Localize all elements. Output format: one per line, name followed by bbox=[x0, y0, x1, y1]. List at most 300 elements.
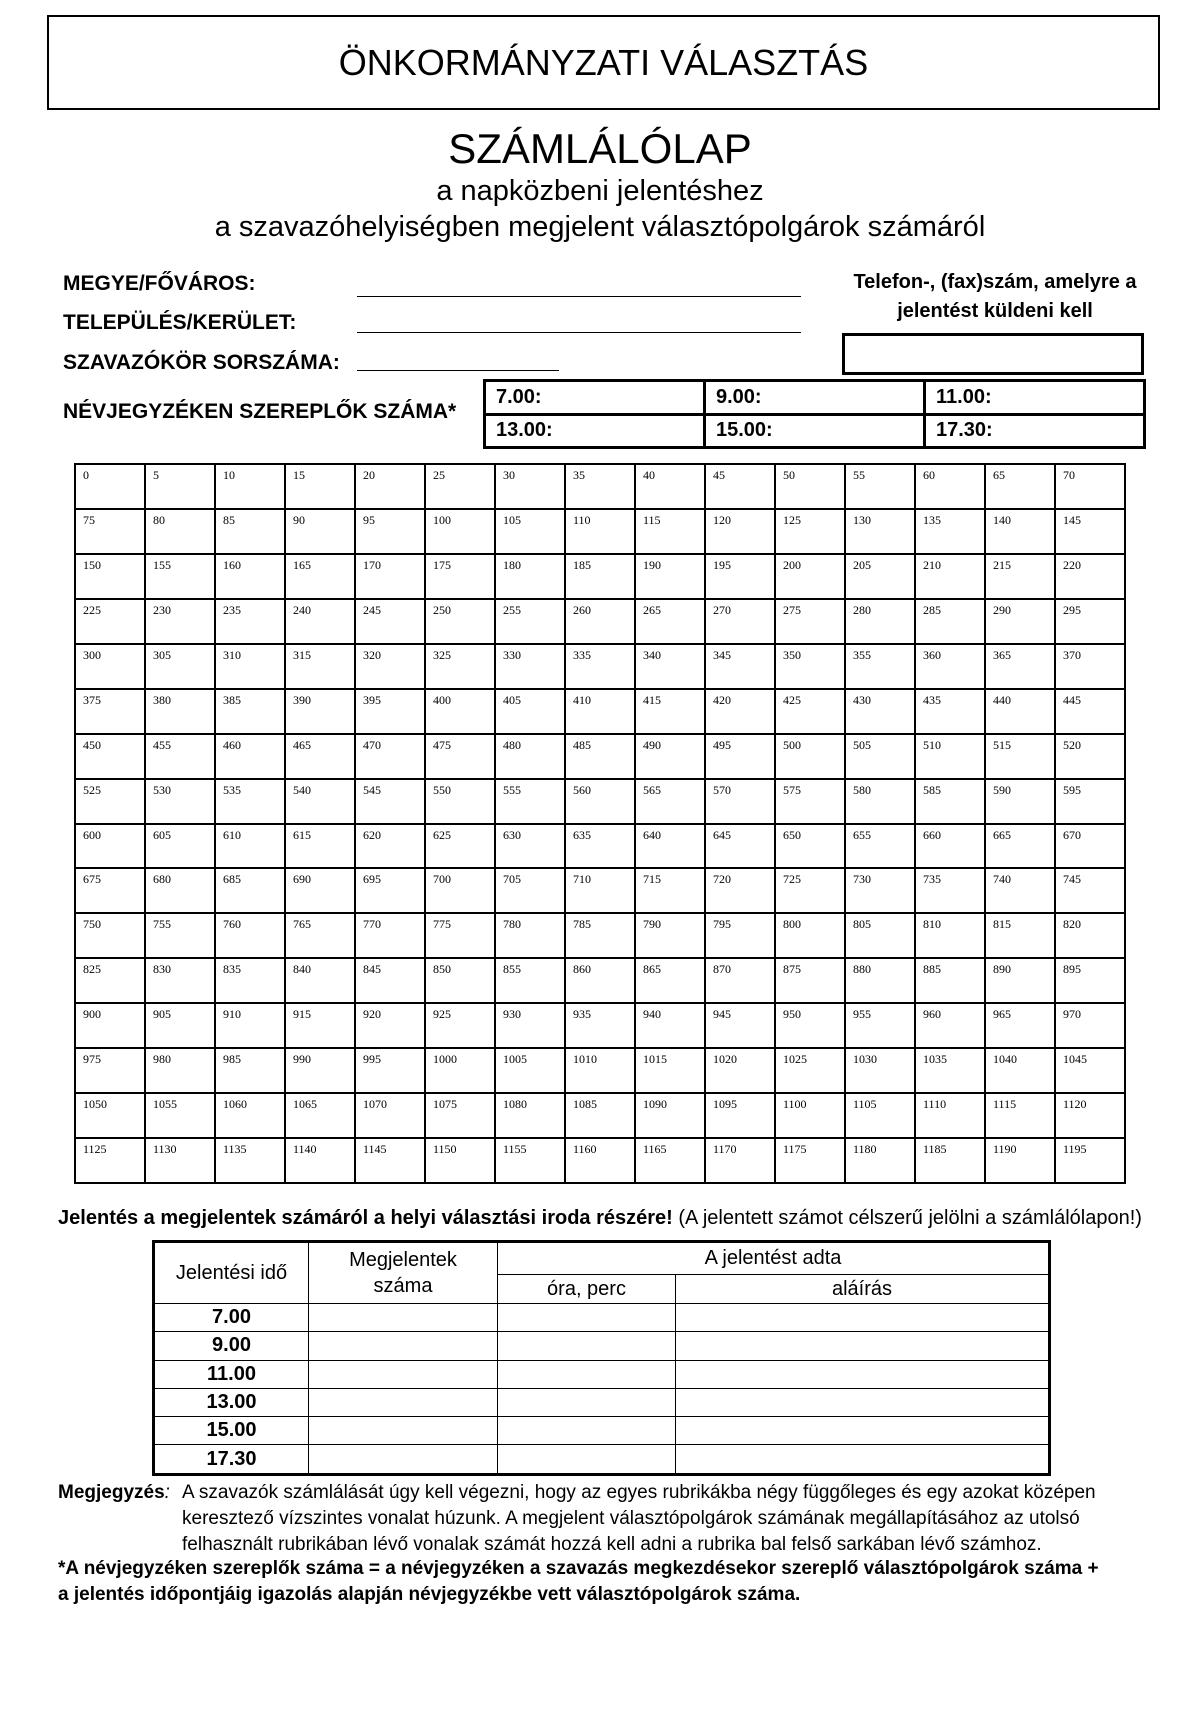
tally-cell[interactable]: 515 bbox=[985, 734, 1055, 779]
tally-cell[interactable]: 975 bbox=[75, 1048, 145, 1093]
tally-cell[interactable]: 1025 bbox=[775, 1048, 845, 1093]
tally-cell[interactable]: 395 bbox=[355, 689, 425, 734]
tally-cell[interactable]: 1055 bbox=[145, 1093, 215, 1138]
tally-cell[interactable]: 915 bbox=[285, 1003, 355, 1048]
col-count bbox=[309, 1242, 498, 1304]
tally-cell[interactable]: 1010 bbox=[565, 1048, 635, 1093]
tally-cell[interactable]: 900 bbox=[75, 1003, 145, 1048]
tally-cell[interactable]: 890 bbox=[985, 958, 1055, 1003]
tally-cell[interactable]: 745 bbox=[1055, 868, 1125, 913]
tally-cell[interactable]: 635 bbox=[565, 824, 635, 869]
footnote-line1: *A névjegyzéken szereplők száma = a névjegyzéken a szavazás megkezdésekor szereplő választópolgárok száma + bbox=[58, 1558, 1099, 1579]
counting-grid-row bbox=[75, 554, 1125, 599]
tally-cell[interactable]: 1070 bbox=[355, 1093, 425, 1138]
tally-cell[interactable]: 475 bbox=[425, 734, 495, 779]
tally-cell[interactable]: 605 bbox=[145, 824, 215, 869]
tally-cell[interactable]: 1160 bbox=[565, 1138, 635, 1183]
tally-cell[interactable]: 425 bbox=[775, 689, 845, 734]
tally-cell[interactable]: 940 bbox=[635, 1003, 705, 1048]
tally-cell[interactable]: 840 bbox=[285, 958, 355, 1003]
tally-cell[interactable]: 740 bbox=[985, 868, 1055, 913]
tally-cell[interactable]: 930 bbox=[495, 1003, 565, 1048]
tally-cell[interactable]: 1100 bbox=[775, 1093, 845, 1138]
remark-line1: A szavazók számlálását úgy kell végezni, hogy az egyes rubrikákba négy függőleges és egy azokat középen bbox=[182, 1482, 1096, 1503]
tally-cell[interactable]: 165 bbox=[285, 554, 355, 599]
tally-cell[interactable]: 700 bbox=[425, 868, 495, 913]
tally-cell[interactable]: 60 bbox=[915, 464, 985, 509]
election-title: ÖNKORMÁNYZATI VÁLASZTÁS bbox=[338, 41, 869, 83]
tally-cell[interactable]: 250 bbox=[425, 599, 495, 644]
tally-cell[interactable]: 615 bbox=[285, 824, 355, 869]
time-cell[interactable]: 17.30: bbox=[925, 414, 1145, 448]
tally-cell[interactable]: 345 bbox=[705, 644, 775, 689]
tally-cell[interactable]: 735 bbox=[915, 868, 985, 913]
tally-cell[interactable]: 920 bbox=[355, 1003, 425, 1048]
tally-cell[interactable]: 300 bbox=[75, 644, 145, 689]
tally-cell[interactable]: 965 bbox=[985, 1003, 1055, 1048]
tally-cell[interactable]: 555 bbox=[495, 779, 565, 824]
tally-cell[interactable]: 590 bbox=[985, 779, 1055, 824]
tally-cell[interactable]: 1115 bbox=[985, 1093, 1055, 1138]
tally-cell[interactable]: 1125 bbox=[75, 1138, 145, 1183]
county-label: MEGYE/FŐVÁROS: bbox=[63, 272, 256, 295]
tally-cell[interactable]: 460 bbox=[215, 734, 285, 779]
tally-cell[interactable]: 40 bbox=[635, 464, 705, 509]
tally-cell[interactable]: 850 bbox=[425, 958, 495, 1003]
registered-times-table bbox=[483, 379, 1146, 449]
tally-cell[interactable]: 550 bbox=[425, 779, 495, 824]
col-count-line1: Megjelentek bbox=[349, 1249, 457, 1271]
tally-cell[interactable]: 580 bbox=[845, 779, 915, 824]
tally-cell[interactable]: 910 bbox=[215, 1003, 285, 1048]
tally-cell[interactable]: 365 bbox=[985, 644, 1055, 689]
hour-cell[interactable] bbox=[498, 1388, 676, 1416]
tally-cell[interactable]: 880 bbox=[845, 958, 915, 1003]
tally-cell[interactable]: 145 bbox=[1055, 509, 1125, 554]
tally-cell[interactable]: 835 bbox=[215, 958, 285, 1003]
tally-cell[interactable]: 125 bbox=[775, 509, 845, 554]
tally-cell[interactable]: 755 bbox=[145, 913, 215, 958]
tally-cell[interactable]: 1015 bbox=[635, 1048, 705, 1093]
tally-cell[interactable]: 785 bbox=[565, 913, 635, 958]
settlement-field[interactable] bbox=[357, 332, 801, 333]
tally-cell[interactable]: 100 bbox=[425, 509, 495, 554]
tally-cell[interactable]: 280 bbox=[845, 599, 915, 644]
tally-cell[interactable]: 90 bbox=[285, 509, 355, 554]
tally-cell[interactable]: 655 bbox=[845, 824, 915, 869]
district-number-label: SZAVAZÓKÖR SORSZÁMA: bbox=[63, 351, 340, 374]
tally-cell[interactable]: 645 bbox=[705, 824, 775, 869]
tally-cell[interactable]: 75 bbox=[75, 509, 145, 554]
tally-cell[interactable]: 885 bbox=[915, 958, 985, 1003]
tally-cell[interactable]: 895 bbox=[1055, 958, 1125, 1003]
tally-cell[interactable]: 140 bbox=[985, 509, 1055, 554]
tally-cell[interactable]: 510 bbox=[915, 734, 985, 779]
tally-cell[interactable]: 1110 bbox=[915, 1093, 985, 1138]
hour-cell[interactable] bbox=[498, 1417, 676, 1445]
tally-cell[interactable]: 630 bbox=[495, 824, 565, 869]
tally-cell[interactable]: 710 bbox=[565, 868, 635, 913]
tally-cell[interactable]: 690 bbox=[285, 868, 355, 913]
tally-cell[interactable]: 195 bbox=[705, 554, 775, 599]
tally-cell[interactable]: 620 bbox=[355, 824, 425, 869]
tally-cell[interactable]: 310 bbox=[215, 644, 285, 689]
tally-cell[interactable]: 465 bbox=[285, 734, 355, 779]
tally-cell[interactable]: 450 bbox=[75, 734, 145, 779]
tally-cell[interactable]: 130 bbox=[845, 509, 915, 554]
signature-cell[interactable] bbox=[676, 1332, 1050, 1360]
tally-cell[interactable]: 115 bbox=[635, 509, 705, 554]
tally-cell[interactable]: 505 bbox=[845, 734, 915, 779]
tally-cell[interactable]: 80 bbox=[145, 509, 215, 554]
tally-cell[interactable]: 520 bbox=[1055, 734, 1125, 779]
tally-cell[interactable]: 225 bbox=[75, 599, 145, 644]
tally-cell[interactable]: 1075 bbox=[425, 1093, 495, 1138]
report-table bbox=[152, 1240, 1051, 1476]
tally-cell[interactable]: 150 bbox=[75, 554, 145, 599]
tally-cell[interactable]: 820 bbox=[1055, 913, 1125, 958]
tally-cell[interactable]: 570 bbox=[705, 779, 775, 824]
tally-cell[interactable]: 1135 bbox=[215, 1138, 285, 1183]
tally-cell[interactable]: 670 bbox=[1055, 824, 1125, 869]
tally-cell[interactable]: 175 bbox=[425, 554, 495, 599]
tally-cell[interactable]: 445 bbox=[1055, 689, 1125, 734]
counting-grid-row bbox=[75, 913, 1125, 958]
tally-cell[interactable]: 1030 bbox=[845, 1048, 915, 1093]
tally-cell[interactable]: 265 bbox=[635, 599, 705, 644]
tally-cell[interactable]: 385 bbox=[215, 689, 285, 734]
tally-cell[interactable]: 725 bbox=[775, 868, 845, 913]
tally-cell[interactable]: 1090 bbox=[635, 1093, 705, 1138]
tally-cell[interactable]: 50 bbox=[775, 464, 845, 509]
col-report-time: Jelentési idő bbox=[154, 1242, 309, 1304]
tally-cell[interactable]: 245 bbox=[355, 599, 425, 644]
tally-cell[interactable]: 720 bbox=[705, 868, 775, 913]
tally-cell[interactable]: 305 bbox=[145, 644, 215, 689]
tally-cell[interactable]: 430 bbox=[845, 689, 915, 734]
form-subtitle-1: a napközbeni jelentéshez bbox=[436, 175, 764, 207]
tally-cell[interactable]: 530 bbox=[145, 779, 215, 824]
tally-cell[interactable]: 315 bbox=[285, 644, 355, 689]
tally-cell[interactable]: 860 bbox=[565, 958, 635, 1003]
tally-cell[interactable]: 715 bbox=[635, 868, 705, 913]
hour-cell[interactable] bbox=[498, 1445, 676, 1475]
tally-cell[interactable]: 535 bbox=[215, 779, 285, 824]
tally-cell[interactable]: 375 bbox=[75, 689, 145, 734]
tally-cell[interactable]: 470 bbox=[355, 734, 425, 779]
tally-cell[interactable]: 440 bbox=[985, 689, 1055, 734]
tally-cell[interactable]: 1170 bbox=[705, 1138, 775, 1183]
tally-cell[interactable]: 1195 bbox=[1055, 1138, 1125, 1183]
tally-cell[interactable]: 815 bbox=[985, 913, 1055, 958]
tally-cell[interactable]: 160 bbox=[215, 554, 285, 599]
tally-cell[interactable]: 205 bbox=[845, 554, 915, 599]
tally-cell[interactable]: 330 bbox=[495, 644, 565, 689]
tally-cell[interactable]: 1150 bbox=[425, 1138, 495, 1183]
count-cell[interactable] bbox=[309, 1388, 498, 1416]
tally-cell[interactable]: 705 bbox=[495, 868, 565, 913]
tally-cell[interactable]: 255 bbox=[495, 599, 565, 644]
tally-cell[interactable]: 1040 bbox=[985, 1048, 1055, 1093]
tally-cell[interactable]: 15 bbox=[285, 464, 355, 509]
tally-cell[interactable]: 400 bbox=[425, 689, 495, 734]
tally-cell[interactable]: 525 bbox=[75, 779, 145, 824]
phone-label-line1: Telefon-, (fax)szám, amelyre a bbox=[853, 271, 1137, 293]
tally-cell[interactable]: 35 bbox=[565, 464, 635, 509]
counting-grid-row bbox=[75, 868, 1125, 913]
tally-cell[interactable]: 30 bbox=[495, 464, 565, 509]
tally-cell[interactable]: 610 bbox=[215, 824, 285, 869]
tally-cell[interactable]: 1080 bbox=[495, 1093, 565, 1138]
tally-cell[interactable]: 565 bbox=[635, 779, 705, 824]
tally-cell[interactable]: 650 bbox=[775, 824, 845, 869]
tally-cell[interactable]: 695 bbox=[355, 868, 425, 913]
tally-cell[interactable]: 270 bbox=[705, 599, 775, 644]
tally-cell[interactable]: 240 bbox=[285, 599, 355, 644]
tally-cell[interactable]: 1155 bbox=[495, 1138, 565, 1183]
signature-cell[interactable] bbox=[676, 1417, 1050, 1445]
tally-cell[interactable]: 945 bbox=[705, 1003, 775, 1048]
tally-cell[interactable]: 680 bbox=[145, 868, 215, 913]
tally-cell[interactable]: 845 bbox=[355, 958, 425, 1003]
tally-cell[interactable]: 780 bbox=[495, 913, 565, 958]
tally-cell[interactable]: 415 bbox=[635, 689, 705, 734]
tally-cell[interactable]: 855 bbox=[495, 958, 565, 1003]
tally-cell[interactable]: 360 bbox=[915, 644, 985, 689]
tally-cell[interactable]: 865 bbox=[635, 958, 705, 1003]
tally-cell[interactable]: 1180 bbox=[845, 1138, 915, 1183]
tally-cell[interactable]: 295 bbox=[1055, 599, 1125, 644]
tally-cell[interactable]: 25 bbox=[425, 464, 495, 509]
tally-cell[interactable]: 105 bbox=[495, 509, 565, 554]
tally-cell[interactable]: 485 bbox=[565, 734, 635, 779]
tally-cell[interactable]: 810 bbox=[915, 913, 985, 958]
registered-count-label: NÉVJEGYZÉKEN SZEREPLŐK SZÁMA* bbox=[63, 400, 457, 423]
tally-cell[interactable]: 775 bbox=[425, 913, 495, 958]
tally-cell[interactable]: 795 bbox=[705, 913, 775, 958]
remark-line3: felhasznált rubrikában lévő vonalak számát hozzá kell adni a rubrika bal felső sarkában lévő számhoz. bbox=[182, 1534, 1042, 1555]
tally-cell[interactable]: 230 bbox=[145, 599, 215, 644]
tally-cell[interactable]: 380 bbox=[145, 689, 215, 734]
tally-cell[interactable]: 405 bbox=[495, 689, 565, 734]
tally-cell[interactable]: 490 bbox=[635, 734, 705, 779]
tally-cell[interactable]: 10 bbox=[215, 464, 285, 509]
count-cell[interactable] bbox=[309, 1417, 498, 1445]
tally-cell[interactable]: 980 bbox=[145, 1048, 215, 1093]
tally-cell[interactable]: 235 bbox=[215, 599, 285, 644]
signature-cell[interactable] bbox=[676, 1445, 1050, 1475]
tally-cell[interactable]: 1060 bbox=[215, 1093, 285, 1138]
tally-cell[interactable]: 70 bbox=[1055, 464, 1125, 509]
tally-cell[interactable]: 420 bbox=[705, 689, 775, 734]
tally-cell[interactable]: 750 bbox=[75, 913, 145, 958]
tally-cell[interactable]: 685 bbox=[215, 868, 285, 913]
tally-cell[interactable]: 170 bbox=[355, 554, 425, 599]
counting-grid-row bbox=[75, 824, 1125, 869]
tally-cell[interactable]: 905 bbox=[145, 1003, 215, 1048]
signature-cell[interactable] bbox=[676, 1360, 1050, 1388]
tally-cell[interactable]: 600 bbox=[75, 824, 145, 869]
tally-cell[interactable]: 85 bbox=[215, 509, 285, 554]
tally-cell[interactable]: 830 bbox=[145, 958, 215, 1003]
tally-cell[interactable]: 325 bbox=[425, 644, 495, 689]
tally-cell[interactable]: 560 bbox=[565, 779, 635, 824]
tally-cell[interactable]: 495 bbox=[705, 734, 775, 779]
report-time: 15.00 bbox=[154, 1417, 309, 1445]
tally-cell[interactable]: 65 bbox=[985, 464, 1055, 509]
district-number-field[interactable] bbox=[357, 370, 559, 371]
tally-cell[interactable]: 1185 bbox=[915, 1138, 985, 1183]
tally-cell[interactable]: 1005 bbox=[495, 1048, 565, 1093]
col-signature: aláírás bbox=[676, 1275, 1050, 1304]
remark-colon: : bbox=[164, 1482, 170, 1503]
tally-cell[interactable]: 675 bbox=[75, 868, 145, 913]
tally-cell[interactable]: 370 bbox=[1055, 644, 1125, 689]
report-instruction bbox=[0, 1207, 1200, 1230]
tally-cell[interactable]: 260 bbox=[565, 599, 635, 644]
hour-cell[interactable] bbox=[498, 1360, 676, 1388]
tally-cell[interactable]: 1085 bbox=[565, 1093, 635, 1138]
tally-cell[interactable]: 1130 bbox=[145, 1138, 215, 1183]
tally-cell[interactable]: 5 bbox=[145, 464, 215, 509]
tally-cell[interactable]: 1175 bbox=[775, 1138, 845, 1183]
tally-cell[interactable]: 595 bbox=[1055, 779, 1125, 824]
counting-grid-row bbox=[75, 779, 1125, 824]
tally-cell[interactable]: 1105 bbox=[845, 1093, 915, 1138]
hour-cell[interactable] bbox=[498, 1332, 676, 1360]
tally-cell[interactable]: 1165 bbox=[635, 1138, 705, 1183]
tally-cell[interactable]: 180 bbox=[495, 554, 565, 599]
phone-number-field[interactable] bbox=[842, 333, 1144, 375]
tally-cell[interactable]: 480 bbox=[495, 734, 565, 779]
tally-cell[interactable]: 1140 bbox=[285, 1138, 355, 1183]
tally-cell[interactable]: 640 bbox=[635, 824, 705, 869]
tally-cell[interactable]: 660 bbox=[915, 824, 985, 869]
tally-cell[interactable]: 275 bbox=[775, 599, 845, 644]
tally-cell[interactable]: 355 bbox=[845, 644, 915, 689]
report-time: 9.00 bbox=[154, 1332, 309, 1360]
tally-cell[interactable]: 390 bbox=[285, 689, 355, 734]
tally-cell[interactable]: 120 bbox=[705, 509, 775, 554]
tally-cell[interactable]: 805 bbox=[845, 913, 915, 958]
count-cell[interactable] bbox=[309, 1360, 498, 1388]
tally-cell[interactable]: 500 bbox=[775, 734, 845, 779]
tally-cell[interactable]: 970 bbox=[1055, 1003, 1125, 1048]
tally-cell[interactable]: 935 bbox=[565, 1003, 635, 1048]
counting-grid-row bbox=[75, 958, 1125, 1003]
tally-cell[interactable]: 220 bbox=[1055, 554, 1125, 599]
tally-cell[interactable]: 435 bbox=[915, 689, 985, 734]
tally-cell[interactable]: 1035 bbox=[915, 1048, 985, 1093]
tally-cell[interactable]: 985 bbox=[215, 1048, 285, 1093]
tally-cell[interactable]: 320 bbox=[355, 644, 425, 689]
hour-cell[interactable] bbox=[498, 1304, 676, 1332]
count-cell[interactable] bbox=[309, 1332, 498, 1360]
tally-cell[interactable]: 335 bbox=[565, 644, 635, 689]
tally-cell[interactable]: 20 bbox=[355, 464, 425, 509]
tally-cell[interactable]: 410 bbox=[565, 689, 635, 734]
tally-cell[interactable]: 955 bbox=[845, 1003, 915, 1048]
tally-cell[interactable]: 765 bbox=[285, 913, 355, 958]
counting-grid-row bbox=[75, 464, 1125, 509]
tally-cell[interactable]: 95 bbox=[355, 509, 425, 554]
counting-grid-row bbox=[75, 689, 1125, 734]
tally-cell[interactable]: 800 bbox=[775, 913, 845, 958]
time-cell[interactable]: 7.00: bbox=[485, 381, 705, 415]
tally-cell[interactable]: 200 bbox=[775, 554, 845, 599]
tally-cell[interactable]: 1145 bbox=[355, 1138, 425, 1183]
tally-cell[interactable]: 185 bbox=[565, 554, 635, 599]
tally-cell[interactable]: 190 bbox=[635, 554, 705, 599]
count-cell[interactable] bbox=[309, 1304, 498, 1332]
time-cell[interactable]: 13.00: bbox=[485, 414, 705, 448]
tally-cell[interactable]: 995 bbox=[355, 1048, 425, 1093]
tally-cell[interactable]: 825 bbox=[75, 958, 145, 1003]
signature-cell[interactable] bbox=[676, 1304, 1050, 1332]
time-cell[interactable]: 9.00: bbox=[705, 381, 925, 415]
tally-cell[interactable]: 875 bbox=[775, 958, 845, 1003]
tally-cell[interactable]: 790 bbox=[635, 913, 705, 958]
tally-cell[interactable]: 45 bbox=[705, 464, 775, 509]
tally-cell[interactable]: 215 bbox=[985, 554, 1055, 599]
tally-cell[interactable]: 870 bbox=[705, 958, 775, 1003]
tally-cell[interactable]: 760 bbox=[215, 913, 285, 958]
tally-cell[interactable]: 540 bbox=[285, 779, 355, 824]
tally-cell[interactable]: 730 bbox=[845, 868, 915, 913]
tally-cell[interactable]: 55 bbox=[845, 464, 915, 509]
tally-cell[interactable]: 925 bbox=[425, 1003, 495, 1048]
tally-cell[interactable]: 110 bbox=[565, 509, 635, 554]
signature-cell[interactable] bbox=[676, 1388, 1050, 1416]
tally-cell[interactable]: 960 bbox=[915, 1003, 985, 1048]
tally-cell[interactable]: 1000 bbox=[425, 1048, 495, 1093]
counting-grid-row bbox=[75, 1048, 1125, 1093]
tally-cell[interactable]: 1095 bbox=[705, 1093, 775, 1138]
count-cell[interactable] bbox=[309, 1445, 498, 1475]
tally-cell[interactable]: 1065 bbox=[285, 1093, 355, 1138]
tally-cell[interactable]: 0 bbox=[75, 464, 145, 509]
tally-cell[interactable]: 950 bbox=[775, 1003, 845, 1048]
tally-cell[interactable]: 770 bbox=[355, 913, 425, 958]
tally-cell[interactable]: 1050 bbox=[75, 1093, 145, 1138]
tally-cell[interactable]: 1045 bbox=[1055, 1048, 1125, 1093]
tally-cell[interactable]: 990 bbox=[285, 1048, 355, 1093]
tally-cell[interactable]: 210 bbox=[915, 554, 985, 599]
time-cell[interactable]: 15.00: bbox=[705, 414, 925, 448]
footnote-line2: a jelentés időpontjáig igazolás alapján névjegyzékbe vett választópolgárok száma. bbox=[58, 1584, 801, 1605]
tally-cell[interactable]: 1190 bbox=[985, 1138, 1055, 1183]
tally-cell[interactable]: 455 bbox=[145, 734, 215, 779]
tally-cell[interactable]: 155 bbox=[145, 554, 215, 599]
time-cell[interactable]: 11.00: bbox=[925, 381, 1145, 415]
tally-cell[interactable]: 1120 bbox=[1055, 1093, 1125, 1138]
tally-cell[interactable]: 1020 bbox=[705, 1048, 775, 1093]
tally-cell[interactable]: 545 bbox=[355, 779, 425, 824]
election-header bbox=[47, 15, 1160, 110]
tally-cell[interactable]: 585 bbox=[915, 779, 985, 824]
tally-cell[interactable]: 285 bbox=[915, 599, 985, 644]
tally-cell[interactable]: 665 bbox=[985, 824, 1055, 869]
tally-cell[interactable]: 135 bbox=[915, 509, 985, 554]
tally-cell[interactable]: 625 bbox=[425, 824, 495, 869]
tally-cell[interactable]: 340 bbox=[635, 644, 705, 689]
footnote bbox=[58, 1556, 1158, 1608]
county-field[interactable] bbox=[357, 296, 801, 297]
tally-cell[interactable]: 350 bbox=[775, 644, 845, 689]
tally-cell[interactable]: 575 bbox=[775, 779, 845, 824]
counting-grid-row bbox=[75, 644, 1125, 689]
tally-cell[interactable]: 290 bbox=[985, 599, 1055, 644]
